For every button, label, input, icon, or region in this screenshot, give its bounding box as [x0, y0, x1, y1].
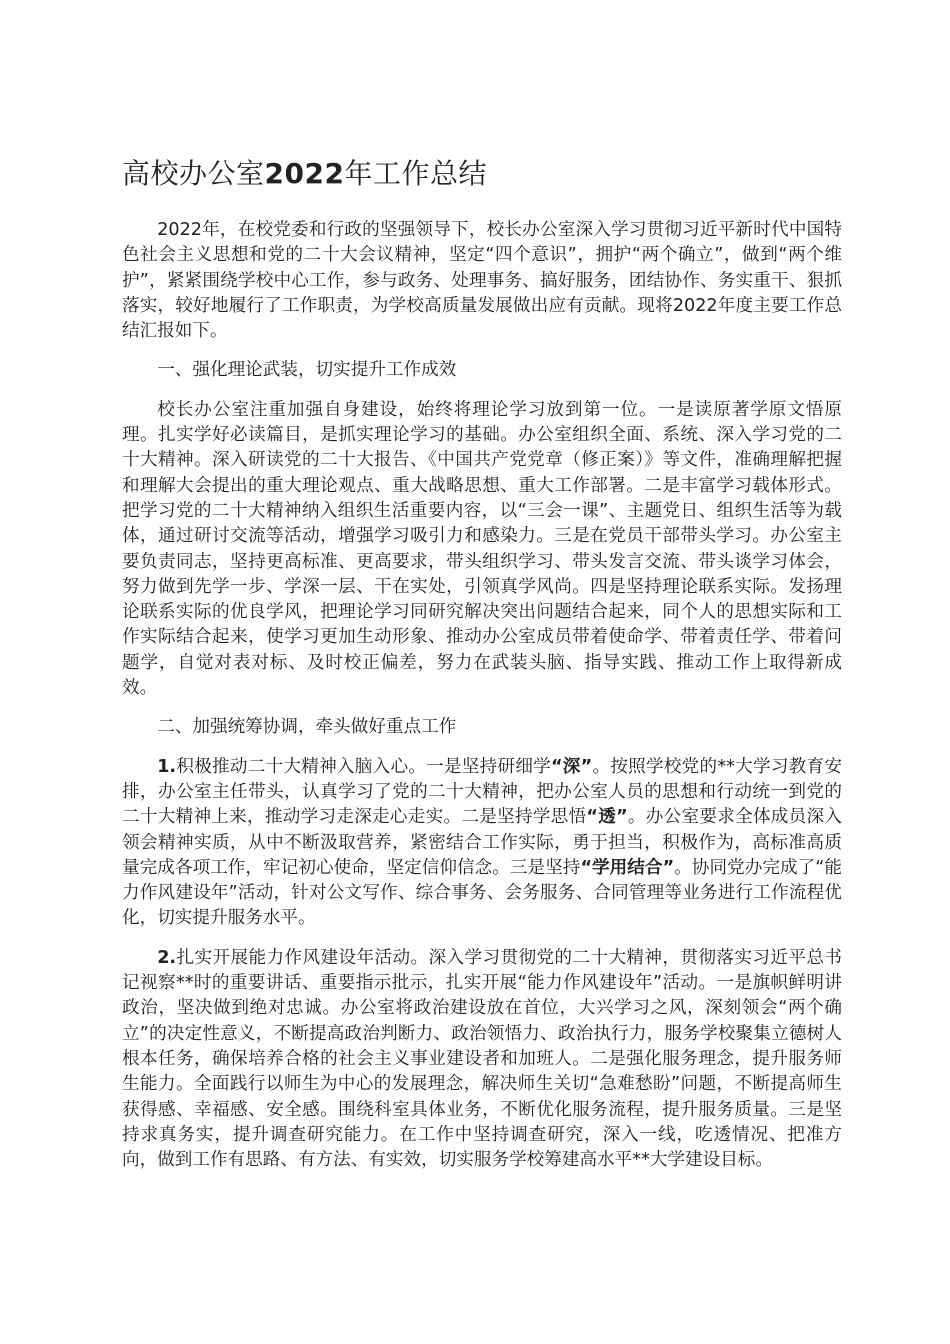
item-1-number: 1. — [157, 756, 177, 777]
intro-paragraph: 2022年，在校党委和行政的坚强领导下，校长办公室深入学习贯彻习近平新时代中国特色社会主义思想和党的二十大会议精神，坚定“四个意识”，拥护“两个确立”，做到“两个维护”，紧紧围绕学校中心工作，参与政务、处理事务、搞好服务，团结协作、务实重干、狠抓落实，较好地履行了工作职责，为学校高质量发展做出应有贡献。现将2022年度主要工作总结汇报如下。 — [122, 220, 842, 342]
item-1-text-c: 。办公室要求全体成员深入领会精神实质，从中不断汲取营养，紧密结合工作实际，勇于担当，积极作为，高标准高质量完成各项工作，牢记初心使命，坚定信仰信念。三是坚持 — [122, 807, 842, 878]
document-title — [122, 152, 842, 196]
item-1-emphasis-c: “学用结合” — [580, 857, 675, 878]
document-page — [122, 152, 842, 1187]
item-1-text-b: 。按照学校党的**大学习教育安排，办公室主任带头，认真学习了党的二十大精神，把办公室人员的思想和行动统一到党的二十大精神上来，推动学习走深走心走实。二是坚持学思悟 — [122, 756, 842, 828]
section-1-heading: 一、强化理论武装，切实提升工作成效 — [157, 360, 457, 381]
section-2-heading: 二、加强统筹协调，牵头做好重点工作 — [157, 717, 457, 738]
item-1-emphasis-a: “深” — [551, 756, 593, 777]
section-2-item-1 — [122, 755, 842, 932]
title-suffix: 年工作总结 — [344, 157, 487, 190]
title-year: 2022 — [264, 157, 345, 190]
item-2-number: 2. — [157, 947, 177, 968]
item-1-text-d: 。协同党办完成了“能力作风建设年”活动，针对公文写作、综合事务、会务服务、合同管理等业务进行工作流程优化，切实提升服务水平。 — [122, 857, 842, 929]
item-1-emphasis-b: “透” — [586, 807, 628, 828]
item-2-text: 扎实开展能力作风建设年活动。深入学习贯彻党的二十大精神，贯彻落实习近平总书记视察**时的重要讲话、重要指示批示，扎实开展“能力作风建设年”活动。一是旗帜鲜明讲政治，坚决做到绝对忠诚。办公室将政治建设放在首位，大兴学习之风，深刻领会“两个确立”的决定性意义，不断提高政治判断力、政治领悟力、政治执行力，服务学校聚集立德树人根本任务，确保培养合格的社会主义事业建设者和加班人。二是强化服务理念，提升服务师生能力。全面践行以师生为中心的发展理念，解决师生关切“急难愁盼”问题，不断提高师生获得感、幸福感、安全感。围绕科室具体业务，不断优化服务流程，提升服务质量。三是坚持求真务实，提升调查研究能力。在工作中坚持调查研究，深入一线，吃透情况、把准方向，做到工作有思路、有方法、有实效，切实服务学校筹建高水平**大学建设目标。 — [122, 947, 842, 1171]
item-1-text-a: 积极推动二十大精神入脑入心。一是坚持研细学 — [176, 756, 551, 777]
title-prefix: 高校办公室 — [122, 157, 265, 190]
section-1-body: 校长办公室注重加强自身建设，始终将理论学习放到第一位。一是读原著学原文悟原理。扎实学好必读篇目，是抓实理论学习的基础。办公室组织全面、系统、深入学习党的二十大精神。深入研读党的二十大报告、《中国共产党党章（修正案）》等文件，准确理解把握和理解大会提出的重大理论观点、重大战略思想、重大工作部署。二是丰富学习载体形式。把学习党的二十大精神纳入组织生活重要内容，以“三会一课”、主题党日、组织生活等为载体，通过研讨交流等活动，增强学习吸引力和感染力。三是在党员干部带头学习。办公室主要负责同志，坚持更高标准、更高要求，带头组织学习、带头发言交流、带头谈学习体会，努力做到先学一步、学深一层、干在实处，引领真学风尚。四是坚持理论联系实际。发扬理论联系实际的优良学风，把理论学习同研究解决突出问题结合起来，同个人的思想实际和工作实际结合起来，使学习更加生动形象、推动办公室成员带着使命学、带着责任学、带着问题学，自觉对表对标、及时校正偏差，努力在武装头脑、指导实践、推动工作上取得新成效。 — [122, 399, 842, 699]
section-2-item-2 — [122, 946, 842, 1174]
